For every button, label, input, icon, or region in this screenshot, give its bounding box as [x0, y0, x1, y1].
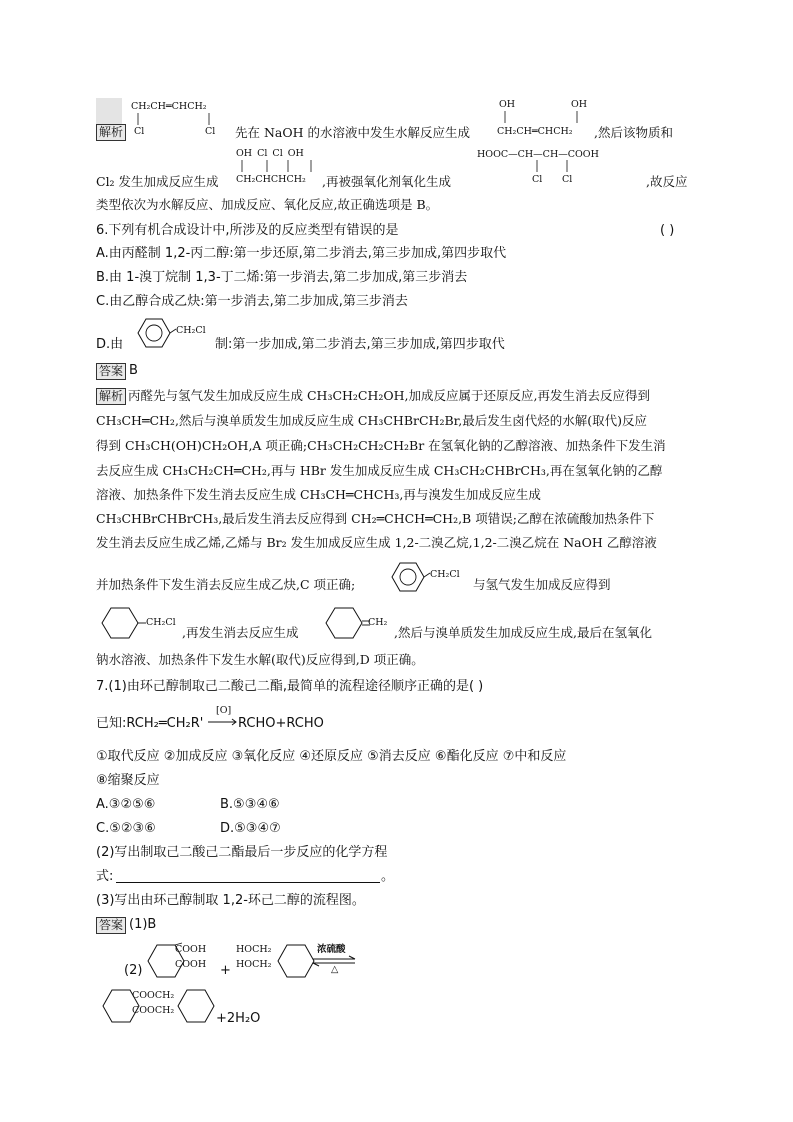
- group-hoch2: HOCH₂: [236, 944, 272, 955]
- substituent-ch2cl: CH₂Cl: [430, 569, 460, 580]
- reaction-condition-top: 浓硫酸: [317, 944, 346, 955]
- formula-dichlorobutene: CH₂CH═CHCH₂: [131, 101, 207, 112]
- explanation-text: ,再被强氧化剂氧化生成: [322, 174, 451, 189]
- known-reaction: 已知:RCH₂═CH₂R': [96, 716, 204, 731]
- sub-question-2: (2)写出制取己二酸己二酯最后一步反应的化学方程: [96, 845, 388, 860]
- answer-value: B: [129, 363, 138, 378]
- option-b: B.由 1-溴丁烷制 1,3-丁二烯:第一步消去,第二步加成,第三步消去: [96, 270, 468, 285]
- substituent-cl: Cl: [532, 174, 543, 185]
- explanation-line: 并加热条件下发生消去反应生成乙炔,C 项正确;: [96, 577, 356, 592]
- tag-shade: [96, 98, 122, 124]
- substituent-oh: OH: [571, 99, 588, 110]
- methylenecyclohexane-icon: [322, 605, 374, 641]
- answer-part-1: (1)B: [129, 917, 157, 932]
- substituent-oh: OH: [499, 99, 516, 110]
- substituent-ch2cl: CH₂Cl: [176, 325, 206, 336]
- benzene-ring-icon: [384, 560, 434, 594]
- explanation-line: CH₃CH═CH₂,然后与溴单质发生加成反应生成 CH₃CHBrCH₂Br,最后发生卤代烃的水解(取代)反应: [96, 413, 647, 428]
- answer-paren: ( ): [660, 223, 675, 238]
- explanation-line: ,然后与溴单质发生加成反应生成,最后在氢氧化: [394, 625, 652, 640]
- bond-line: [505, 111, 506, 125]
- reaction-type-options: ⑧缩聚反应: [96, 773, 160, 788]
- reaction-arrow-icon: [208, 718, 238, 726]
- formula-dichlorosuccinic-acid: HOOC—CH—CH—COOH: [477, 149, 599, 160]
- bond-lines: [536, 160, 576, 174]
- group-hoch2: HOCH₂: [236, 959, 272, 970]
- bond-line: [138, 113, 139, 127]
- cyclohexane-ring-icon: [266, 942, 318, 980]
- explanation-tag: 解析: [96, 388, 126, 405]
- group-cooch2: COOCH₂: [132, 990, 175, 1001]
- plus-sign: +: [220, 963, 231, 978]
- explanation-line: 丙醛先与氢气发生加成反应生成 CH₃CH₂CH₂OH,加成反应属于还原反应,再发生消去反应得到: [128, 388, 650, 403]
- explanation-text: Cl₂ 发生加成反应生成: [96, 174, 219, 189]
- sub-question-3: (3)写出由环己醇制取 1,2-环己二醇的流程图。: [96, 893, 365, 908]
- cyclohexane-ring-icon: [166, 987, 218, 1025]
- sub-question-2-end: 。: [381, 869, 395, 884]
- option-d: D.⑤③④⑦: [220, 821, 281, 836]
- option-d-text: 制:第一步加成,第二步消去,第三步加成,第四步取代: [215, 337, 505, 352]
- answer-tag: 答案: [96, 363, 126, 380]
- group-cooh: COOH: [175, 944, 207, 955]
- formula-top-substituents: OH Cl Cl OH: [236, 148, 304, 159]
- answer-part-2-label: (2): [124, 963, 143, 978]
- answer-blank[interactable]: [116, 881, 380, 883]
- substituent-cl: Cl: [205, 126, 216, 137]
- bond-lines: [240, 160, 320, 174]
- substituent-cl: Cl: [134, 126, 145, 137]
- reaction-condition-bottom: △: [331, 964, 339, 975]
- formula-dichlorobutanediol: CH₂CHCHCH₂: [236, 174, 306, 185]
- option-a: A.③②⑤⑥: [96, 797, 156, 812]
- known-reaction-product: RCHO+RCHO: [238, 716, 324, 731]
- explanation-line: 得到 CH₃CH(OH)CH₂OH,A 项正确;CH₃CH₂CH₂CH₂Br 在氢氧化钠的乙醇溶液、加热条件下发生消: [96, 438, 666, 453]
- option-a: A.由丙醛制 1,2-丙二醇:第一步还原,第二步消去,第三步加成,第四步取代: [96, 246, 507, 261]
- formula-butenediol: CH₂CH═CHCH₂: [497, 126, 573, 137]
- water-product: +2H₂O: [216, 1011, 261, 1026]
- option-b: B.⑤③④⑥: [220, 797, 280, 812]
- explanation-line: ,再发生消去反应生成: [182, 625, 299, 640]
- explanation-line: 去反应生成 CH₃CH₂CH═CH₂,再与 HBr 发生加成反应生成 CH₃CH₂CHBrCH₃,再在氢氧化钠的乙醇: [96, 463, 663, 478]
- substituent-ch2cl: CH₂Cl: [146, 617, 176, 628]
- explanation-tag: 解析: [96, 124, 126, 141]
- explanation-text: ,故反应: [646, 174, 688, 189]
- substituent-cl: Cl: [562, 174, 573, 185]
- explanation-line: 溶液、加热条件下发生消去反应生成 CH₃CH═CHCH₃,再与溴发生加成反应生成: [96, 487, 541, 502]
- question-stem: 7.(1)由环己醇制取己二酸己二酯,最简单的流程途径顺序正确的是( ): [96, 679, 484, 694]
- option-c: C.⑤②③⑥: [96, 821, 156, 836]
- explanation-line: 发生消去反应生成乙烯,乙烯与 Br₂ 发生加成反应生成 1,2-二溴乙烷,1,2-二溴乙烷在 NaOH 乙醇溶液: [96, 535, 657, 550]
- group-cooh: COOH: [175, 959, 207, 970]
- bond-line: [577, 111, 578, 125]
- explanation-line: CH₃CHBrCHBrCH₃,最后发生消去反应得到 CH₂═CHCH═CH₂,B 项错误;乙醇在浓硫酸加热条件下: [96, 511, 655, 526]
- explanation-text: 先在 NaOH 的水溶液中发生水解反应生成: [235, 125, 470, 140]
- known-reaction-condition: [O]: [216, 705, 232, 716]
- explanation-text: ,然后该物质和: [594, 125, 673, 140]
- explanation-line: 钠水溶液、加热条件下发生水解(取代)反应得到,D 项正确。: [96, 652, 424, 667]
- reaction-type-options: ①取代反应 ②加成反应 ③氧化反应 ④还原反应 ⑤消去反应 ⑥酯化反应 ⑦中和反应: [96, 749, 567, 764]
- explanation-text: 类型依次为水解反应、加成反应、氧化反应,故正确选项是 B。: [96, 197, 439, 212]
- answer-tag: 答案: [96, 917, 126, 934]
- bond-line: [209, 113, 210, 127]
- option-c: C.由乙醇合成乙炔:第一步消去,第二步加成,第三步消去: [96, 294, 408, 309]
- benzene-ring-icon: [130, 316, 180, 350]
- sub-question-2-cont: 式:: [96, 869, 114, 884]
- substituent-ch2: CH₂: [368, 617, 388, 628]
- option-d-prefix: D.由: [96, 337, 124, 352]
- question-stem: 6.下列有机合成设计中,所涉及的反应类型有错误的是: [96, 223, 399, 238]
- group-cooch2: COOCH₂: [132, 1005, 175, 1016]
- explanation-line: 与氢气发生加成反应得到: [473, 577, 611, 592]
- cyclohexane-ring-icon: [98, 605, 150, 641]
